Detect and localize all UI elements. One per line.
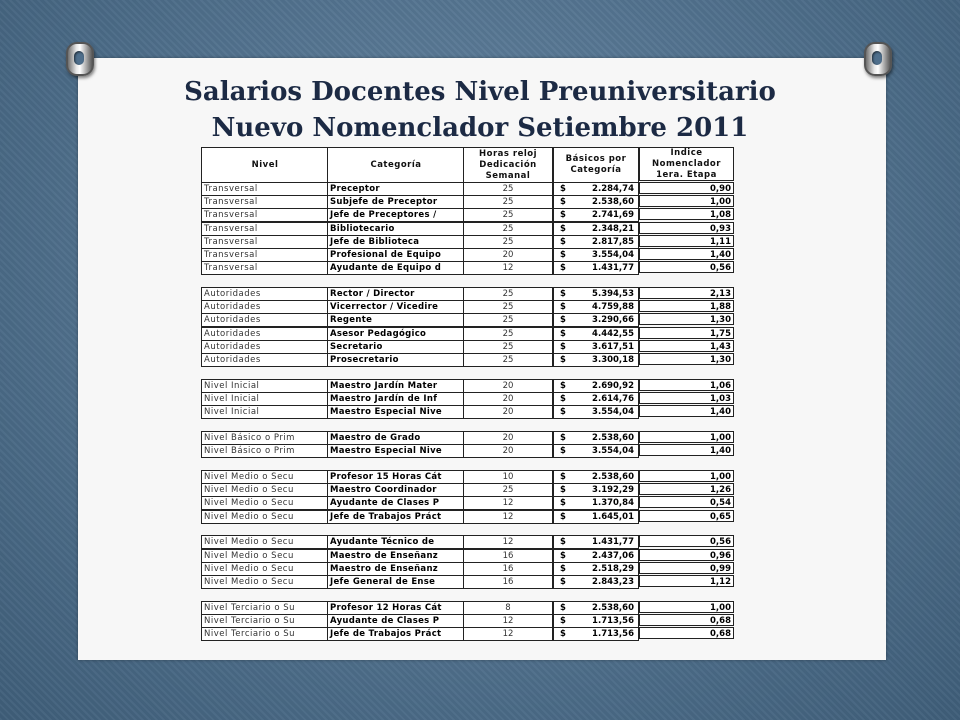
table-row — [201, 562, 734, 575]
cell-nivel: Nivel Medio o Secu — [201, 575, 329, 589]
cell-basico — [553, 575, 639, 589]
currency-symbol: $ — [560, 328, 566, 339]
cell-horas: 20 — [463, 431, 553, 445]
cell-basico-value: 1.431,77 — [592, 263, 634, 274]
cell-horas: 25 — [463, 483, 553, 497]
cell-nivel: Nivel Terciario o Su — [201, 601, 329, 615]
cell-basico-value: 2.437,06 — [592, 550, 634, 561]
header-categoria: Categoría — [327, 147, 465, 183]
cell-indice: 0,54 — [639, 496, 734, 508]
cell-basico — [553, 300, 639, 314]
cell-basico-value: 2.538,60 — [592, 197, 634, 208]
cell-categoria: Profesional de Equipo — [327, 248, 465, 262]
currency-symbol: $ — [560, 407, 566, 418]
cell-horas: 25 — [463, 235, 553, 249]
cell-indice: 1,03 — [639, 392, 734, 404]
cell-basico — [553, 496, 639, 510]
cell-indice: 1,40 — [639, 444, 734, 456]
header-horas: Horas reloj Dedicación Semanal — [463, 147, 553, 183]
cell-nivel: Nivel Medio o Secu — [201, 562, 329, 576]
cell-basico-value: 1.431,77 — [592, 537, 634, 548]
cell-categoria: Jefe General de Ense — [327, 575, 465, 589]
cell-horas: 25 — [463, 340, 553, 354]
cell-nivel: Nivel Medio o Secu — [201, 483, 329, 497]
cell-nivel: Autoridades — [201, 287, 329, 301]
currency-symbol: $ — [560, 485, 566, 496]
cell-basico-value: 2.284,74 — [592, 184, 634, 194]
cell-basico — [553, 235, 639, 249]
cell-indice: 1,11 — [639, 235, 734, 247]
cell-horas: 20 — [463, 379, 553, 393]
table-row — [201, 287, 734, 300]
cell-basico — [553, 313, 639, 327]
cell-indice: 2,13 — [639, 287, 734, 299]
currency-symbol: $ — [560, 184, 566, 194]
cell-basico — [553, 261, 639, 275]
currency-symbol: $ — [560, 394, 566, 404]
currency-symbol: $ — [560, 315, 566, 326]
table-row — [201, 549, 734, 562]
cell-nivel: Nivel Inicial — [201, 379, 329, 393]
cell-basico-value: 2.348,21 — [592, 223, 634, 234]
cell-nivel: Transversal — [201, 208, 329, 222]
cell-horas: 12 — [463, 535, 553, 549]
cell-basico — [553, 549, 639, 563]
cell-categoria: Maestro de Enseñanz — [327, 562, 465, 576]
cell-categoria: Maestro Especial Nive — [327, 444, 465, 458]
cell-basico-value: 2.614,76 — [592, 394, 634, 404]
table-row — [201, 248, 734, 261]
cell-indice: 1,40 — [639, 248, 734, 260]
cell-indice: 0,96 — [639, 549, 734, 561]
cell-basico — [553, 614, 639, 628]
cell-basico-value: 1.370,84 — [592, 498, 634, 509]
cell-categoria: Asesor Pedagógico — [327, 327, 465, 341]
cell-indice: 1,30 — [639, 313, 734, 325]
cell-categoria: Maestro Coordinador — [327, 483, 465, 497]
table-row — [201, 300, 734, 313]
cell-categoria: Ayudante de Clases P — [327, 614, 465, 628]
table-row — [201, 261, 734, 274]
cell-categoria: Vicerrector / Vicedire — [327, 300, 465, 314]
cell-indice: 1,08 — [639, 208, 734, 220]
cell-basico — [553, 287, 639, 301]
cell-indice: 1,40 — [639, 405, 734, 417]
table-row — [201, 470, 734, 483]
cell-nivel: Autoridades — [201, 313, 329, 327]
cell-nivel: Nivel Medio o Secu — [201, 496, 329, 510]
cell-indice: 0,99 — [639, 562, 734, 574]
currency-symbol: $ — [560, 236, 566, 247]
cell-indice: 1,00 — [639, 470, 734, 482]
cell-categoria: Profesor 12 Horas Cát — [327, 601, 465, 615]
cell-indice: 1,43 — [639, 340, 734, 352]
cell-categoria: Ayudante de Equipo d — [327, 261, 465, 275]
cell-basico-value: 2.538,60 — [592, 602, 634, 613]
cell-basico — [553, 431, 639, 445]
table-row — [201, 208, 734, 221]
cell-nivel: Autoridades — [201, 353, 329, 367]
cell-horas: 25 — [463, 327, 553, 341]
binder-ring-right-icon — [864, 42, 892, 76]
currency-symbol: $ — [560, 537, 566, 548]
table-row — [201, 195, 734, 208]
currency-symbol: $ — [560, 563, 566, 574]
cell-horas: 16 — [463, 549, 553, 563]
cell-basico — [553, 340, 639, 354]
cell-nivel: Nivel Inicial — [201, 392, 329, 406]
cell-categoria: Secretario — [327, 340, 465, 354]
cell-indice: 0,93 — [639, 222, 734, 234]
cell-basico — [553, 535, 639, 549]
cell-basico — [553, 353, 639, 367]
cell-basico-value: 3.554,04 — [592, 446, 634, 457]
cell-basico — [553, 392, 639, 406]
cell-horas: 12 — [463, 261, 553, 275]
cell-horas: 25 — [463, 353, 553, 367]
cell-basico-value: 1.713,56 — [592, 629, 634, 640]
cell-indice: 0,68 — [639, 627, 734, 639]
cell-basico — [553, 483, 639, 497]
currency-symbol: $ — [560, 550, 566, 561]
table-row — [201, 182, 734, 195]
cell-nivel: Transversal — [201, 222, 329, 236]
cell-horas: 25 — [463, 222, 553, 236]
table-row — [201, 222, 734, 235]
cell-basico-value: 2.817,85 — [592, 236, 634, 247]
cell-basico — [553, 562, 639, 576]
cell-categoria: Jefe de Preceptores / — [327, 208, 465, 222]
cell-categoria: Jefe de Trabajos Práct — [327, 510, 465, 524]
cell-basico-value: 2.538,60 — [592, 433, 634, 443]
table-row — [201, 496, 734, 509]
cell-horas: 12 — [463, 614, 553, 628]
currency-symbol: $ — [560, 629, 566, 640]
cell-indice: 1,06 — [639, 379, 734, 391]
currency-symbol: $ — [560, 341, 566, 352]
table-row — [201, 535, 734, 548]
cell-indice: 1,00 — [639, 431, 734, 443]
cell-categoria: Ayudante de Clases P — [327, 496, 465, 510]
cell-basico-value: 2.690,92 — [592, 380, 634, 391]
currency-symbol: $ — [560, 616, 566, 626]
table-row — [201, 405, 734, 418]
header-indice: Indice Nomenclador 1era. Etapa — [639, 147, 734, 181]
cell-categoria: Rector / Director — [327, 287, 465, 301]
table-header-row — [201, 147, 734, 181]
cell-nivel: Nivel Básico o Prim — [201, 444, 329, 458]
cell-categoria: Jefe de Biblioteca — [327, 235, 465, 249]
currency-symbol: $ — [560, 472, 566, 482]
cell-basico — [553, 182, 639, 196]
table-row — [201, 379, 734, 392]
cell-basico — [553, 627, 639, 641]
cell-horas: 12 — [463, 496, 553, 510]
cell-horas: 25 — [463, 313, 553, 327]
page-title-line-2: Nuevo Nomenclador Setiembre 2011 — [211, 113, 749, 143]
cell-basico-value: 3.554,04 — [592, 407, 634, 418]
cell-horas: 12 — [463, 510, 553, 524]
cell-horas: 20 — [463, 248, 553, 262]
cell-nivel: Autoridades — [201, 340, 329, 354]
cell-categoria: Maestro Jardín de Inf — [327, 392, 465, 406]
cell-indice: 1,00 — [639, 195, 734, 207]
cell-basico — [553, 601, 639, 615]
cell-basico-value: 2.538,60 — [592, 472, 634, 482]
header-nivel: Nivel — [201, 147, 329, 183]
cell-basico — [553, 405, 639, 419]
currency-symbol: $ — [560, 433, 566, 443]
cell-basico — [553, 327, 639, 341]
cell-indice: 0,56 — [639, 261, 734, 273]
cell-horas: 10 — [463, 470, 553, 484]
cell-nivel: Nivel Terciario o Su — [201, 614, 329, 628]
cell-indice: 1,26 — [639, 483, 734, 495]
cell-basico — [553, 208, 639, 222]
cell-categoria: Regente — [327, 313, 465, 327]
cell-horas: 25 — [463, 287, 553, 301]
currency-symbol: $ — [560, 197, 566, 208]
cell-nivel: Nivel Medio o Secu — [201, 535, 329, 549]
cell-nivel: Nivel Medio o Secu — [201, 510, 329, 524]
cell-horas: 25 — [463, 300, 553, 314]
cell-horas: 16 — [463, 562, 553, 576]
currency-symbol: $ — [560, 380, 566, 391]
cell-nivel: Nivel Medio o Secu — [201, 470, 329, 484]
cell-categoria: Prosecretario — [327, 353, 465, 367]
cell-nivel: Transversal — [201, 195, 329, 209]
cell-categoria: Maestro de Enseñanz — [327, 549, 465, 563]
table-row — [201, 313, 734, 326]
cell-indice: 0,90 — [639, 182, 734, 194]
cell-horas: 12 — [463, 627, 553, 641]
cell-basico-value: 1.645,01 — [592, 511, 634, 522]
cell-basico — [553, 195, 639, 209]
cell-indice: 0,56 — [639, 535, 734, 547]
table-row — [201, 353, 734, 366]
cell-horas: 25 — [463, 182, 553, 196]
cell-basico — [553, 222, 639, 236]
currency-symbol: $ — [560, 289, 566, 299]
cell-basico — [553, 510, 639, 524]
cell-indice: 0,68 — [639, 614, 734, 626]
cell-categoria: Maestro Jardín Mater — [327, 379, 465, 393]
cell-basico-value: 2.843,23 — [592, 577, 634, 587]
cell-basico-value: 3.300,18 — [592, 355, 634, 365]
cell-categoria: Bibliotecario — [327, 222, 465, 236]
table-row — [201, 327, 734, 340]
cell-basico-value: 5.394,53 — [592, 289, 634, 299]
cell-nivel: Transversal — [201, 261, 329, 275]
currency-symbol: $ — [560, 498, 566, 509]
cell-basico-value: 1.713,56 — [592, 616, 634, 626]
cell-basico-value: 4.759,88 — [592, 302, 634, 313]
cell-nivel: Transversal — [201, 248, 329, 262]
table-row — [201, 601, 734, 614]
cell-indice: 1,88 — [639, 300, 734, 312]
cell-basico — [553, 248, 639, 262]
currency-symbol: $ — [560, 577, 566, 587]
cell-basico-value: 4.442,55 — [592, 328, 634, 339]
cell-nivel: Autoridades — [201, 327, 329, 341]
cell-horas: 20 — [463, 392, 553, 406]
currency-symbol: $ — [560, 263, 566, 274]
table-row — [201, 575, 734, 588]
cell-nivel: Nivel Terciario o Su — [201, 627, 329, 641]
cell-basico — [553, 444, 639, 458]
table-row — [201, 614, 734, 627]
cell-categoria: Ayudante Técnico de — [327, 535, 465, 549]
table-row — [201, 431, 734, 444]
cell-nivel: Nivel Medio o Secu — [201, 549, 329, 563]
table-row — [201, 340, 734, 353]
table-row — [201, 627, 734, 640]
cell-basico-value: 3.290,66 — [592, 315, 634, 326]
table-row — [201, 392, 734, 405]
cell-categoria: Subjefe de Preceptor — [327, 195, 465, 209]
cell-nivel: Nivel Básico o Prim — [201, 431, 329, 445]
cell-categoria: Maestro de Grado — [327, 431, 465, 445]
cell-horas: 20 — [463, 444, 553, 458]
cell-nivel: Nivel Inicial — [201, 405, 329, 419]
cell-indice: 1,00 — [639, 601, 734, 613]
cell-basico — [553, 470, 639, 484]
currency-symbol: $ — [560, 355, 566, 365]
currency-symbol: $ — [560, 210, 566, 221]
cell-basico — [553, 379, 639, 393]
currency-symbol: $ — [560, 223, 566, 234]
binder-ring-left-icon — [66, 42, 94, 76]
table-row — [201, 483, 734, 496]
currency-symbol: $ — [560, 302, 566, 313]
cell-nivel: Transversal — [201, 235, 329, 249]
cell-indice: 0,65 — [639, 510, 734, 522]
cell-indice: 1,75 — [639, 327, 734, 339]
currency-symbol: $ — [560, 602, 566, 613]
cell-basico-value: 3.192,29 — [592, 485, 634, 496]
cell-basico-value: 3.617,51 — [592, 341, 634, 352]
table-row — [201, 444, 734, 457]
currency-symbol: $ — [560, 250, 566, 260]
currency-symbol: $ — [560, 446, 566, 457]
cell-categoria: Preceptor — [327, 182, 465, 196]
header-basicos: Básicos por Categoría — [553, 147, 639, 183]
cell-horas: 8 — [463, 601, 553, 615]
cell-horas: 25 — [463, 195, 553, 209]
cell-basico-value: 2.518,29 — [592, 563, 634, 574]
page-title-line-1: Salarios Docentes Nivel Preuniversitario — [184, 77, 776, 107]
cell-indice: 1,12 — [639, 575, 734, 587]
cell-horas: 16 — [463, 575, 553, 589]
cell-horas: 25 — [463, 208, 553, 222]
currency-symbol: $ — [560, 511, 566, 522]
cell-nivel: Transversal — [201, 182, 329, 196]
cell-nivel: Autoridades — [201, 300, 329, 314]
cell-categoria: Jefe de Trabajos Práct — [327, 627, 465, 641]
cell-categoria: Profesor 15 Horas Cát — [327, 470, 465, 484]
cell-basico-value: 3.554,04 — [592, 250, 634, 260]
cell-indice: 1,30 — [639, 353, 734, 365]
cell-basico-value: 2.741,69 — [592, 210, 634, 221]
cell-horas: 20 — [463, 405, 553, 419]
cell-categoria: Maestro Especial Nive — [327, 405, 465, 419]
table-row — [201, 510, 734, 523]
table-row — [201, 235, 734, 248]
